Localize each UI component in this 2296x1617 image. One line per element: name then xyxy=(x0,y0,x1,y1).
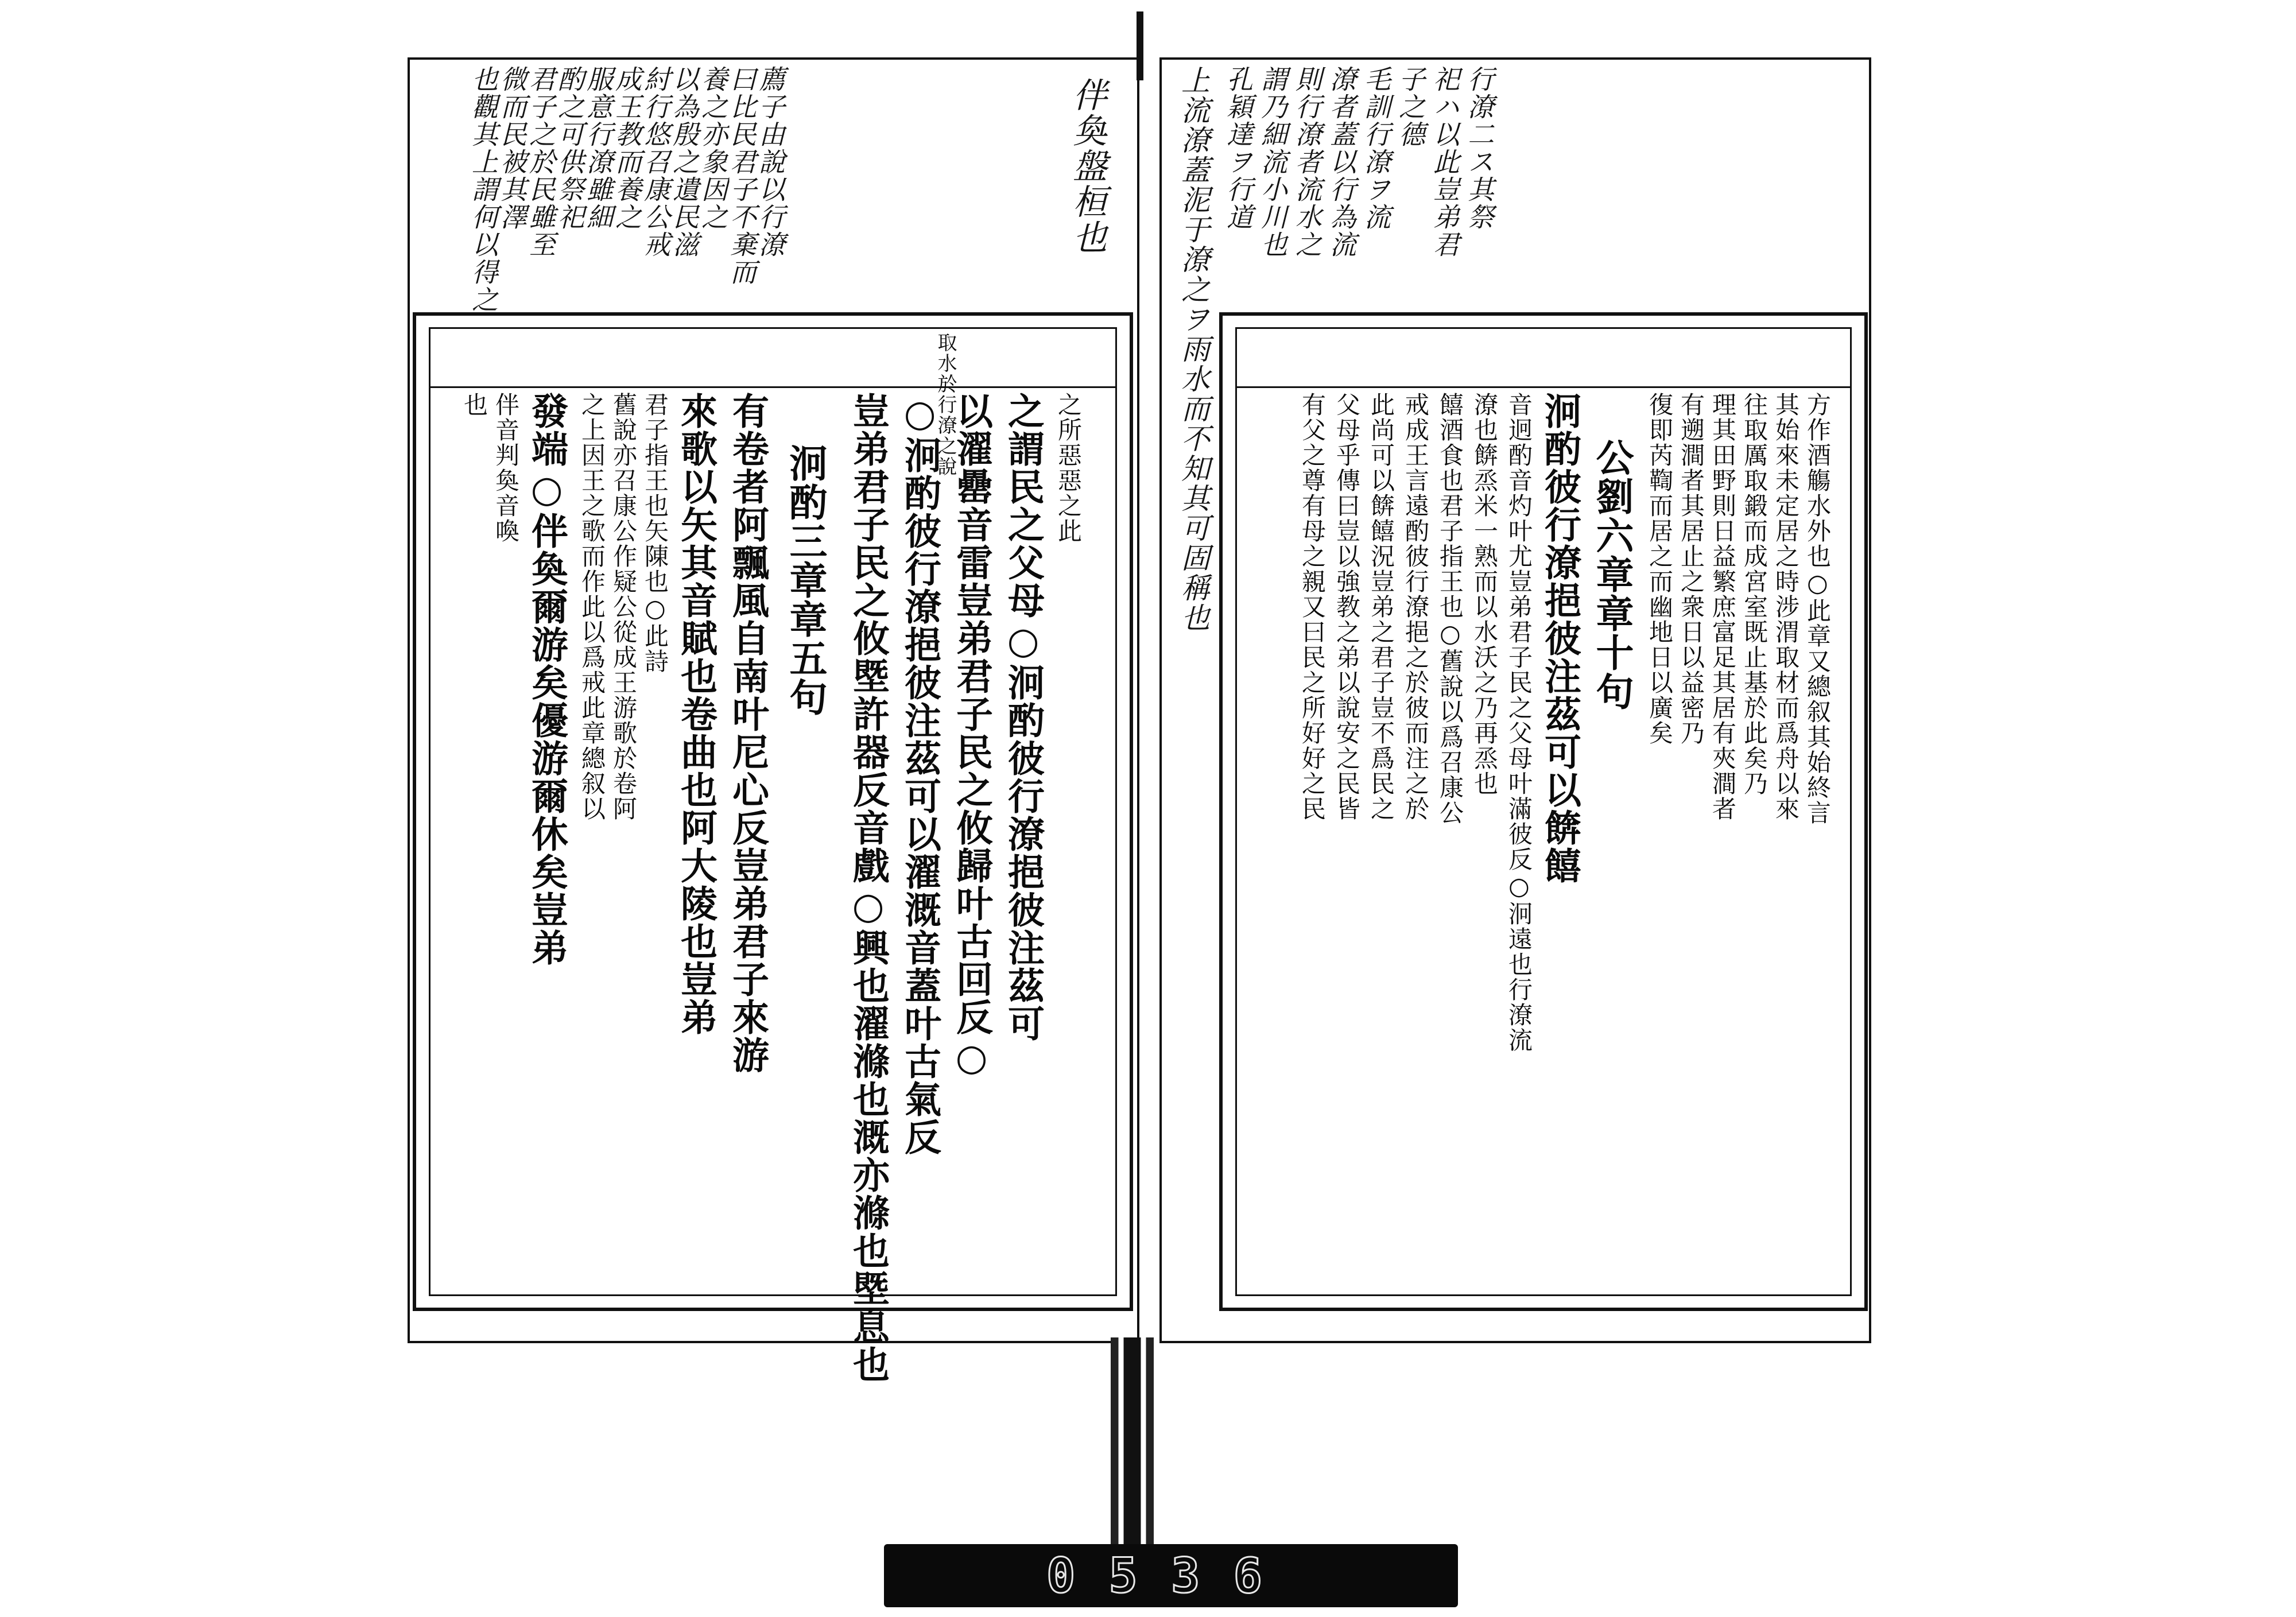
text-column: 發端○伴奐爾游矣優游爾休矣豈弟 xyxy=(525,392,568,967)
right-header-band xyxy=(1237,329,1850,388)
book-stand xyxy=(1111,1337,1154,1544)
catalog-number-bar xyxy=(884,1544,1458,1607)
margin-note: 毛訓行潦ヲ流 xyxy=(1360,65,1391,231)
margin-note: 孔穎達ヲ行道 xyxy=(1223,65,1254,231)
margin-note: 紂行悠召康公戒 xyxy=(640,65,671,258)
margin-note: 君子之於民雖至 xyxy=(525,65,556,258)
right-text-frame xyxy=(1219,312,1868,1311)
text-column: 饎酒食也君子指王也○舊說以爲召康公 xyxy=(1436,392,1464,825)
margin-note: 子之德 xyxy=(1395,65,1426,148)
text-column: 父母乎傳曰豈以強教之弟以說安之民皆 xyxy=(1333,392,1361,821)
text-column: 方作酒觴水外也○此章又總叙其始終言 xyxy=(1804,392,1832,825)
margin-note: 養之亦象因之 xyxy=(697,65,728,231)
header-note: 取水於行潦之說 xyxy=(934,332,957,477)
text-column: 也 xyxy=(460,392,488,417)
margin-note: 上流潦蓋泥于潦之ヲ雨水而不知其可固稱也 xyxy=(1177,65,1210,633)
margin-note: 曰比民君子不棄而 xyxy=(726,65,757,286)
text-column: 之謂民之父母○泂酌彼行潦挹彼注茲可 xyxy=(1002,392,1045,1042)
text-column: 來歌以矢其音賦也卷曲也阿大陵也豈弟 xyxy=(674,392,718,1036)
text-column: 潦也餴烝米一熟而以水沃之乃再烝也 xyxy=(1471,392,1499,796)
margin-note: 行潦二ス其祭 xyxy=(1464,65,1495,231)
text-column: 其始來未定居之時涉渭取材而爲舟以來 xyxy=(1772,392,1800,821)
left-page xyxy=(408,57,1139,1383)
margin-note: 祀ハ以此豈弟君 xyxy=(1429,65,1460,258)
text-column: 伴音判奐音喚 xyxy=(492,392,520,544)
margin-note: 薦子由說以行潦 xyxy=(755,65,786,258)
text-column: 舊說亦召康公作疑公從成王游歌於卷阿 xyxy=(610,392,638,821)
text-column: 之所惡惡之此 xyxy=(1054,392,1083,544)
book-spine xyxy=(1137,11,1143,80)
text-column: 音迥酌音灼叶尤豈弟君子民之父母叶滿彼反○泂遠也行潦流 xyxy=(1505,392,1533,1053)
left-text-frame xyxy=(413,312,1133,1383)
text-column: 泂酌彼行潦挹彼注茲可以餴饎 xyxy=(1538,392,1581,885)
margin-note: 成王教而養之 xyxy=(611,65,642,231)
text-column: 君子指王也矢陳也○此詩 xyxy=(641,392,669,674)
margin-note: 伴奐盤桓也 xyxy=(1067,77,1107,255)
right-page xyxy=(1159,57,1871,1343)
text-column: 有卷者阿飄風自南叶尼心反豈弟君子來游 xyxy=(726,392,769,1074)
catalog-number: 0536 xyxy=(1046,1548,1296,1604)
left-inner-border xyxy=(429,327,1117,1383)
margin-note: 以為殷之遺民滋 xyxy=(669,65,700,258)
margin-note: 則行潦者流水之 xyxy=(1292,65,1322,258)
margin-note: 潦者蓋以行為流 xyxy=(1326,65,1357,258)
text-column: 豈弟君子民之攸塈許器反音戲○興也濯滌也溉亦滌也塈息也 xyxy=(847,392,890,1383)
margin-note: 謂乃細流小川也 xyxy=(1257,65,1288,258)
text-column: 理其田野則日益繁庶富足其居有夾澗者 xyxy=(1709,392,1737,821)
right-inner-border xyxy=(1235,327,1852,1296)
section-title: 泂酌三章章五句 xyxy=(783,444,828,717)
text-column: 戒成王言遠酌彼行潦挹之於彼而注之於 xyxy=(1402,392,1430,821)
margin-note: 酌之可供祭祀 xyxy=(554,65,585,231)
text-column: 此尚可以餴饎況豈弟之君子豈不爲民之 xyxy=(1367,392,1395,821)
text-column: 往取厲取鍛而成宮室既止基於此矣乃 xyxy=(1740,392,1768,796)
text-column: 之上因王之歌而作此以爲戒此章總叙以 xyxy=(578,392,606,821)
section-title: 公劉六章章十句 xyxy=(1589,438,1634,711)
text-column: 有父之尊有母之親又曰民之所好好之民 xyxy=(1298,392,1327,821)
margin-note: 也觀其上謂何以得之 xyxy=(468,65,499,313)
left-margin-notes xyxy=(410,60,1137,312)
text-column: ○泂酌彼行潦挹彼注茲可以濯溉音蓋叶古氣反 xyxy=(898,392,941,1156)
text-column: 以濯罍音雷豈弟君子民之攸歸叶古回反○ xyxy=(950,392,993,1080)
text-column: 有遡澗者其居止之衆日以益密乃 xyxy=(1677,392,1705,746)
margin-note: 服意行潦雖細 xyxy=(583,65,614,231)
margin-note: 微而民被其澤 xyxy=(497,65,528,231)
text-column: 復即芮鞫而居之而幽地日以廣矣 xyxy=(1646,392,1674,746)
